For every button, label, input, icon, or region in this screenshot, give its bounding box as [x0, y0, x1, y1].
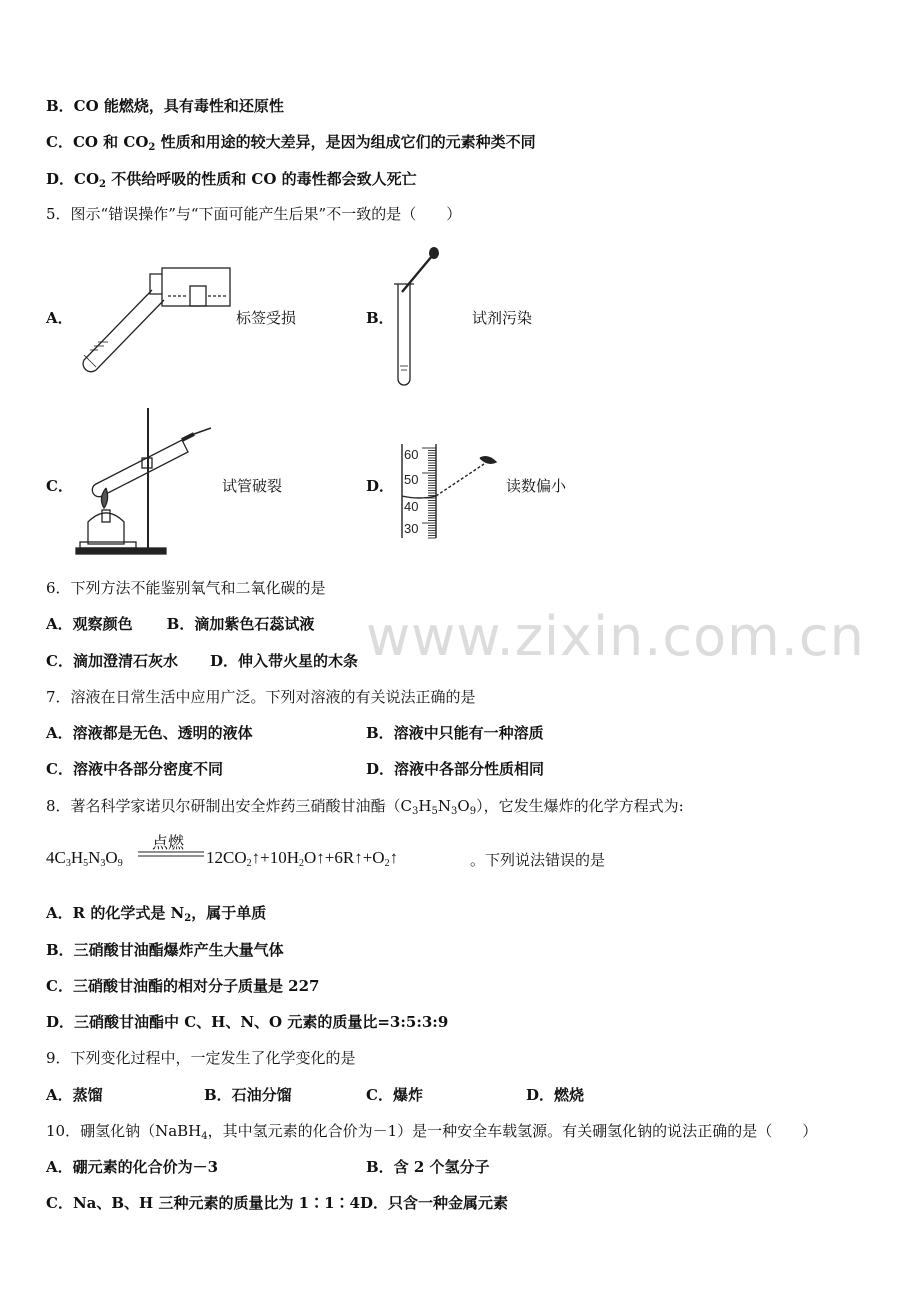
q6-stem: 6．下列方法不能鉴别氧气和二氧化碳的是 [46, 579, 326, 597]
q5-stem: 5．图示“错误操作”与“下面可能产生后果”不一致的是（ ） [46, 205, 462, 223]
q9-option-b: B．石油分馏 [204, 1086, 292, 1104]
watermark: www.zixin.com.cn [366, 605, 865, 668]
q4-option-b: B．CO 能燃烧，具有毒性和还原性 [46, 97, 284, 115]
q10-option-c-d: C．Na、B、H 三种元素的质量比为 1∶1∶4D．只含一种金属元素 [46, 1194, 508, 1212]
q8-option-b: B．三硝酸甘油酯爆炸产生大量气体 [46, 941, 284, 959]
q5-b-result: 试剂污染 [472, 309, 533, 327]
q9-option-a: A．蒸馏 [46, 1086, 103, 1104]
figure-d-cylinder-illustration [396, 440, 506, 540]
q8-stem: 8．著名科学家诺贝尔研制出安全炸药三硝酸甘油酯$(C_3H_5N_3O_9)$，它发生爆炸的化学方程式为: [46, 797, 684, 817]
q9-option-c: C．爆炸 [366, 1086, 423, 1104]
q7-option-d: D．溶液中各部分性质相同 [366, 760, 545, 778]
figure-b-dropper-illustration [386, 244, 446, 389]
q8-option-a: A．R 的化学式是 $N_2$，属于单质 [46, 904, 267, 924]
q9-stem: 9．下列变化过程中，一定发生了化学变化的是 [46, 1049, 356, 1067]
q7-option-c: C．溶液中各部分密度不同 [46, 760, 223, 778]
cylinder-tick-60: 60 [404, 447, 419, 462]
q7-stem: 7．溶液在日常生活中应用广泛。下列对溶液的有关说法正确的是 [46, 688, 476, 706]
figure-a-pouring-illustration [70, 260, 235, 375]
equation-tail: 。下列说法错误的是 [470, 851, 606, 869]
q6-options-row2: C．滴加澄清石灰水 D．伸入带火星的木条 [46, 652, 358, 670]
q10-option-a: A．硼元素的化合价为－3 [46, 1158, 219, 1176]
q8-option-c: C．三硝酸甘油酯的相对分子质量是 227 [46, 977, 320, 995]
q7-option-a: A．溶液都是无色、透明的液体 [46, 724, 253, 742]
cylinder-tick-40: 40 [404, 499, 419, 514]
q5-d-letter: D． [366, 477, 395, 495]
q5-c-result: 试管破裂 [222, 477, 283, 495]
q10-option-b: B．含 2 个氢分子 [366, 1158, 490, 1176]
q5-b-letter: B． [366, 309, 394, 327]
cylinder-tick-50: 50 [404, 472, 419, 487]
q8-equation: $4C_3H_5N_3O_9$ 点燃 $12CO_2↑+10H_2O↑+6R↑+O_2↑$ 。下列说法错误的是 [46, 828, 666, 878]
q6-options-row1: A．观察颜色 B．滴加紫色石蕊试液 [46, 615, 315, 633]
q4-option-d: D．$CO_2$ 不供给呼吸的性质和 CO 的毒性都会致人死亡 [46, 170, 417, 190]
q5-a-letter: A． [46, 309, 73, 327]
figure-c-heating-illustration [66, 404, 216, 559]
equation-condition: 点燃 [152, 835, 185, 852]
q9-option-d: D．燃烧 [526, 1086, 585, 1104]
q8-option-d: D．三硝酸甘油酯中 C、H、N、O 元素的质量比=3:5:3:9 [46, 1013, 449, 1031]
q4-option-c: C．CO 和 $CO_2$ 性质和用途的较大差异，是因为组成它们的元素种类不同 [46, 133, 536, 153]
q5-d-result: 读数偏小 [506, 477, 567, 495]
q7-option-b: B．溶液中只能有一种溶质 [366, 724, 544, 742]
q10-stem: 10．硼氢化钠（NaBH$_4$，其中氢元素的化合价为－1）是一种安全车载氢源。有关硼氢化钠的说法正确的是（ ） [46, 1122, 818, 1142]
q5-c-letter: C． [46, 477, 73, 495]
q5-a-result: 标签受损 [236, 309, 297, 327]
cylinder-tick-30: 30 [404, 521, 419, 536]
